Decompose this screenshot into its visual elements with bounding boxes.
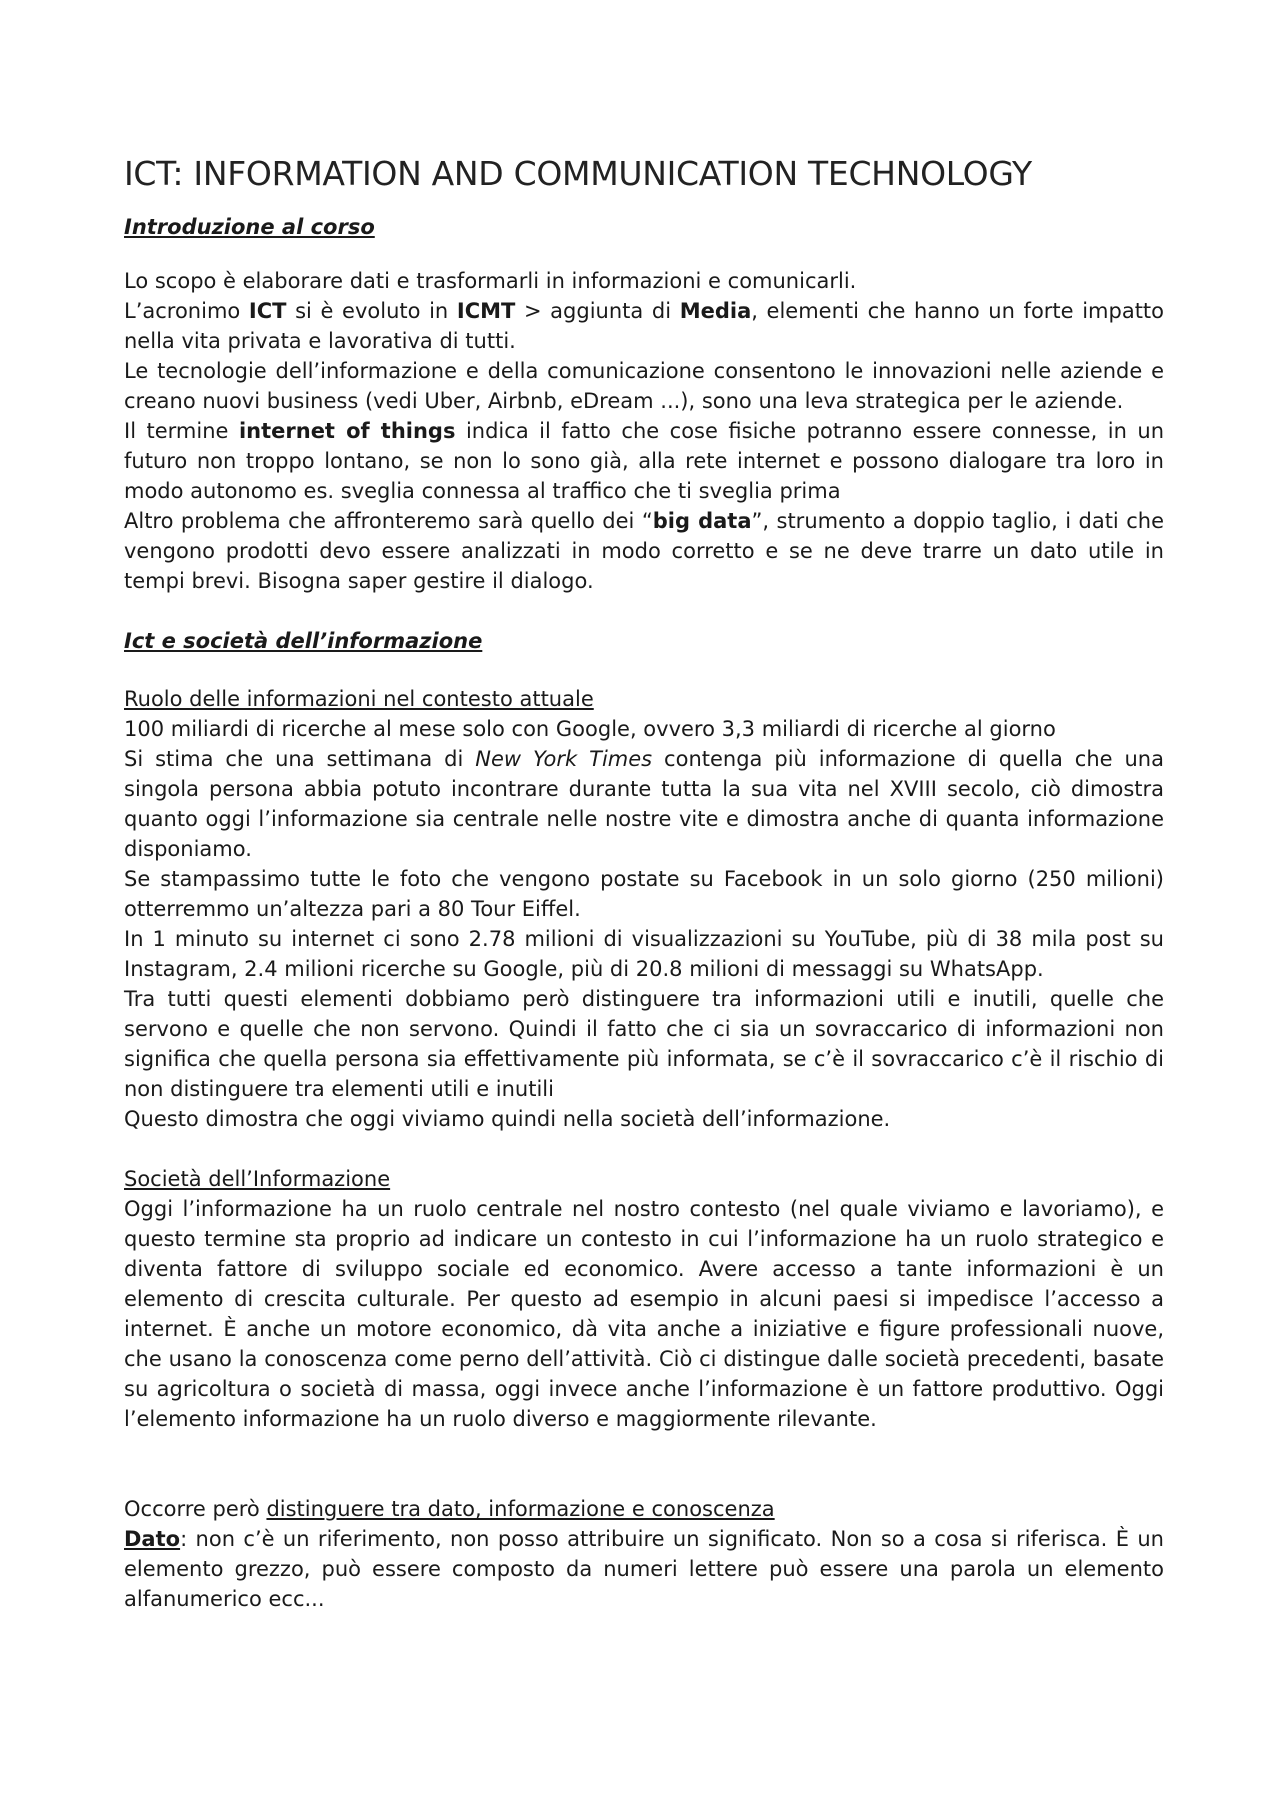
section-heading-society: Ict e società dell’informazione [124, 629, 483, 653]
text: , elementi che hanno un forte impatto nella vita privata e lavorativa di tutti. [124, 299, 1165, 353]
underlined-phrase: distinguere tra dato, informazione e conoscenza [266, 1497, 775, 1521]
society-paragraph [124, 1194, 1164, 1434]
role-paragraph-1 [124, 714, 1164, 744]
text: Si stima che una settimana di [124, 747, 476, 771]
text: Lo scopo è elaborare dati e trasformarli in informazioni e comunicarli. [124, 269, 857, 293]
text: ”, strumento a doppio taglio, i dati che vengono prodotti devo essere analizzati in modo corretto e se ne deve trarre un dato utile in tempi brevi. Bisogna saper gestire il dialogo. [124, 509, 1164, 593]
text: Se stampassimo tutte le foto che vengono postate su Facebook in un solo giorno (250 milioni) otterremmo un’altezza pari a 80 Tour Eiffel. [124, 867, 1164, 921]
subheading-role: Ruolo delle informazioni nel contesto attuale [124, 687, 594, 711]
intro-paragraph-1 [124, 266, 1164, 296]
text: > aggiunta di [515, 299, 680, 323]
text: si è evoluto in [286, 299, 457, 323]
intro-paragraph-4 [124, 416, 1164, 506]
bold-term-iot: internet of things [238, 419, 456, 443]
role-paragraph-3 [124, 864, 1164, 924]
role-paragraph-2 [124, 744, 1164, 864]
bold-term-media: Media [679, 299, 752, 323]
role-paragraph-6 [124, 1104, 1164, 1134]
text: Occorre però [124, 1497, 267, 1521]
text: Tra tutti questi elementi dobbiamo però distinguere tra informazioni utili e inutili, quelle che servono e quelle che non servono. Quindi il fatto che ci sia un sovraccarico di informazioni non significa che quella persona sia effettivamente più informata, se c’è il sovraccarico c’è il rischio di non distinguere tra elementi utili e inutili [124, 987, 1164, 1101]
section-heading-intro: Introduzione al corso [124, 215, 375, 239]
bold-term-ict: ICT [248, 299, 287, 323]
distinction-lead [124, 1494, 1164, 1524]
bold-term-icmt: ICMT [456, 299, 516, 323]
bold-term-big-data: big data [652, 509, 752, 533]
text: L’acronimo [124, 299, 249, 323]
text: In 1 minuto su internet ci sono 2.78 milioni di visualizzazioni su YouTube, più di 38 mila post su Instagram, 2.4 milioni ricerche su Google, più di 20.8 milioni di messaggi su WhatsApp. [124, 927, 1164, 981]
document-page [124, 152, 1164, 1614]
text: Questo dimostra che oggi viviamo quindi nella società dell’informazione. [124, 1107, 891, 1131]
text: Le tecnologie dell’informazione e della comunicazione consentono le innovazioni nelle aziende e creano nuovi business (vedi Uber, Airbnb, eDream ...), sono una leva strategica per le aziende. [124, 359, 1164, 413]
text: Oggi l’informazione ha un ruolo centrale nel nostro contesto (nel quale viviamo e lavoriamo), e questo termine sta proprio ad indicare un contesto in cui l’informazione ha un ruolo strategico e diventa fattore di sviluppo sociale ed economico. Avere accesso a tante informazioni è un elemento di crescita culturale. Per questo ad esempio in alcuni paesi si impedisce l’accesso a internet. È anche un motore economico, dà vita anche a iniziative e figure professionali nuove, che usano la conoscenza come perno dell’attività. Ciò ci distingue dalle società precedenti, basate su agricoltura o società di massa, oggi invece anche l’informazione è un fattore produttivo. Oggi l’elemento informazione ha un ruolo diverso e maggiormente rilevante. [124, 1197, 1164, 1431]
text: 100 miliardi di ricerche al mese solo con Google, ovvero 3,3 miliardi di ricerche al giorno [124, 717, 1056, 741]
spacer [124, 1134, 1164, 1164]
text: Altro problema che affronteremo sarà quello dei “ [124, 509, 653, 533]
italic-term-nyt: New York Times [475, 747, 653, 771]
text: : non c’è un riferimento, non posso attribuire un significato. Non so a cosa si riferisca. È un elemento grezzo, può essere composto da numeri lettere può essere una parola un elemento alfanumerico ecc... [124, 1527, 1164, 1611]
text: contenga più informazione di quella che una singola persona abbia potuto incontrare durante tutta la sua vita nel XVIII secolo, ciò dimostra quanto oggi l’informazione sia centrale nelle nostre vite e dimostra anche di quanta informazione disponiamo. [124, 747, 1164, 861]
text: Il termine [124, 419, 239, 443]
intro-paragraph-5 [124, 506, 1164, 596]
text: indica il fatto che cose fisiche potranno essere connesse, in un futuro non troppo lontano, se non lo sono già, alla rete internet e possono dialogare tra loro in modo autonomo es. sveglia connessa al traffico che ti sveglia prima [124, 419, 1165, 503]
intro-paragraph-2 [124, 296, 1164, 356]
intro-paragraph-3 [124, 356, 1164, 416]
dato-label: Dato [124, 1527, 181, 1551]
role-paragraph-4 [124, 924, 1164, 984]
dato-paragraph [124, 1524, 1164, 1614]
subheading-society: Società dell’Informazione [124, 1167, 391, 1191]
spacer [124, 1434, 1164, 1494]
role-paragraph-5 [124, 984, 1164, 1104]
document-title: ICT: INFORMATION AND COMMUNICATION TECHNOLOGY [124, 154, 1032, 193]
